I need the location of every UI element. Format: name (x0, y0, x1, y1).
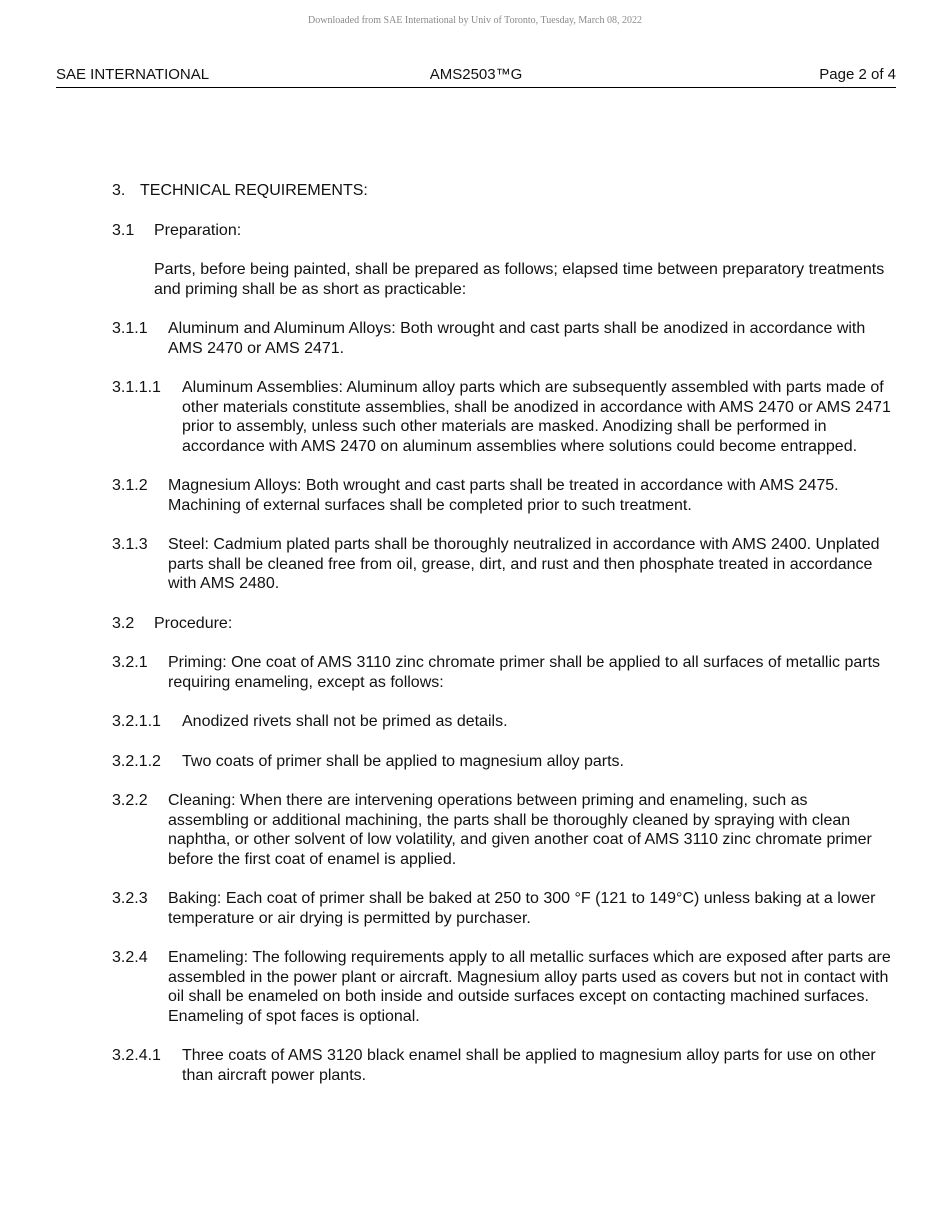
document-number: AMS2503™G (429, 66, 523, 83)
paragraph: Priming: One coat of AMS 3110 zinc chromate primer shall be applied to all surfaces of metallic parts requiring enameling, except as follows: (168, 654, 881, 691)
section-number: 3.2.3 (112, 890, 148, 907)
section-number: 3.1.3 (112, 536, 148, 553)
section-number: 3.1.1 (112, 320, 148, 337)
document-body (112, 181, 892, 1105)
section-3-1-3 (112, 535, 892, 594)
section-number: 3.2.2 (112, 792, 148, 809)
section-number: 3. (112, 182, 126, 199)
section-number: 3.2.4.1 (112, 1047, 161, 1064)
preparation-intro (112, 260, 892, 299)
paragraph: Aluminum Assemblies: Aluminum alloy parts which are subsequently assembled with parts made of other materials constitute assemblies, shall be anodized in accordance with AMS 2470 or AMS 2471 prior to assembly, unless such other materials are masked. Anodizing shall be performed in accordance with AMS 2470 on aluminum assemblies where solutions could become entrapped. (182, 379, 891, 455)
paragraph: Enameling: The following requirements apply to all metallic surfaces which are exposed after parts are assembled in the power plant or aircraft. Magnesium alloy parts used as covers but not in contact with oil shall be enameled on both inside and outside surfaces except on contacting machined surfaces. Enameling of spot faces is optional. (168, 949, 891, 1025)
page-header (56, 66, 896, 88)
section-number: 3.2 (112, 614, 135, 632)
section-3-2-1-1 (112, 712, 892, 732)
section-number: 3.2.1 (112, 654, 148, 671)
section-heading: TECHNICAL REQUIREMENTS: (140, 182, 368, 199)
section-3 (112, 181, 892, 201)
paragraph: Three coats of AMS 3120 black enamel shall be applied to magnesium alloy parts for use on other than aircraft power plants. (182, 1047, 876, 1084)
page-number: Page 2 of 4 (819, 66, 896, 83)
paragraph: Anodized rivets shall not be primed as details. (182, 713, 508, 730)
section-3-1-2 (112, 476, 892, 515)
section-3-2-4-1 (112, 1046, 892, 1085)
paragraph: Cleaning: When there are intervening operations between priming and enameling, such as assembling or additional machining, the parts shall be thoroughly cleaned by spraying with clean naphtha, or other solvent of low volatility, and given another coat of AMS 3110 zinc chromate primer before the first coat of enamel is applied. (168, 792, 872, 868)
section-3-2-1 (112, 653, 892, 692)
section-3-1-1-1 (112, 378, 892, 456)
paragraph: Baking: Each coat of primer shall be baked at 250 to 300 °F (121 to 149°C) unless baking at a lower temperature or air drying is permitted by purchaser. (168, 890, 876, 927)
section-number: 3.1.2 (112, 477, 148, 494)
section-3-2-4 (112, 948, 892, 1026)
publisher-name: SAE INTERNATIONAL (56, 66, 210, 83)
paragraph: Aluminum and Aluminum Alloys: Both wrought and cast parts shall be anodized in accordance with AMS 2470 or AMS 2471. (168, 320, 866, 357)
section-heading: Procedure: (154, 614, 233, 632)
paragraph: Steel: Cadmium plated parts shall be thoroughly neutralized in accordance with AMS 2400. Unplated parts shall be cleaned free from oil, grease, dirt, and rust and then phosphate treated in accordance with AMS 2480. (168, 536, 880, 592)
paragraph: Two coats of primer shall be applied to magnesium alloy parts. (182, 752, 624, 770)
paragraph: Parts, before being painted, shall be prepared as follows; elapsed time between preparatory treatments and priming shall be as short as practicable: (154, 261, 885, 298)
section-number: 3.1.1.1 (112, 379, 161, 396)
section-3-1 (112, 221, 892, 241)
section-3-2 (112, 614, 892, 634)
section-3-2-1-2 (112, 752, 892, 772)
section-number: 3.2.4 (112, 949, 148, 966)
section-number: 3.2.1.1 (112, 713, 161, 730)
section-number: 3.1 (112, 221, 135, 239)
section-3-2-3 (112, 889, 892, 928)
section-3-1-1 (112, 319, 892, 358)
section-number: 3.2.1.2 (112, 752, 161, 770)
download-watermark: Downloaded from SAE International by Univ of Toronto, Tuesday, March 08, 2022 (308, 15, 642, 26)
paragraph: Magnesium Alloys: Both wrought and cast parts shall be treated in accordance with AMS 2475. Machining of external surfaces shall be completed prior to such treatment. (168, 477, 839, 514)
section-heading: Preparation: (154, 221, 242, 239)
section-3-2-2 (112, 791, 892, 869)
